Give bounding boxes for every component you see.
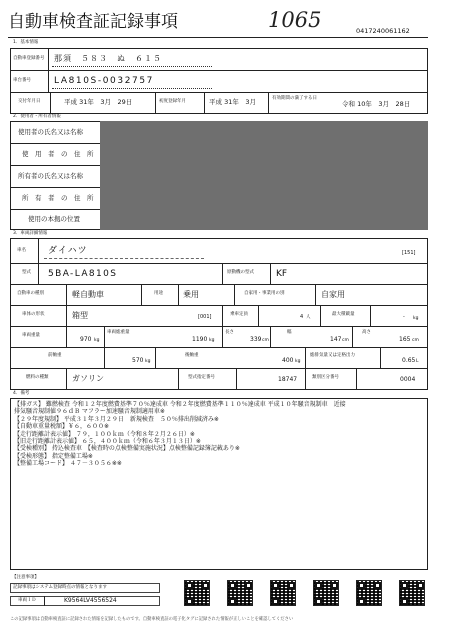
first-reg-col-rule	[155, 92, 156, 114]
qr-code	[227, 580, 253, 606]
s3-rule-3	[10, 305, 428, 306]
width-unit: cm	[342, 338, 349, 343]
remarks-line: 【自動車重量税額】￥６，６００※	[14, 423, 110, 431]
type-cert-value-rule	[236, 368, 237, 390]
height-col-rule	[352, 326, 353, 347]
section2-rule-3	[10, 187, 100, 188]
qr-finder	[202, 582, 209, 589]
private-value-rule	[315, 284, 316, 305]
user-address-label: 使 用 者 の 住 所	[22, 150, 94, 158]
gross-weight-value: 1190	[192, 336, 208, 343]
car-id-divider	[44, 596, 45, 606]
engine-label: 原動機の型式	[227, 270, 254, 275]
document-number: 0417240061162	[356, 27, 410, 35]
qr-finder	[331, 582, 338, 589]
s3-rule-1	[10, 263, 428, 264]
gross-col-rule	[104, 326, 105, 347]
max-load-value-rule	[370, 305, 371, 326]
issue-date-value: 平成 31年 3月 29日	[64, 98, 133, 106]
section2-rule-4	[10, 209, 100, 210]
registration-value: 那須 ５８３ ぬ ６１５	[54, 54, 162, 63]
gross-weight-label: 車両総重量	[107, 330, 130, 335]
user-name-label: 使用者の氏名又は名称	[18, 128, 83, 136]
max-load-col-rule	[320, 305, 321, 326]
length-col-rule	[222, 326, 223, 347]
use-label: 用途	[154, 291, 163, 296]
qr-finder	[229, 598, 236, 605]
maker-underline	[44, 258, 204, 259]
width-label: 幅	[287, 330, 292, 335]
category-col-rule	[305, 368, 306, 390]
vin-label: 車台番号	[13, 78, 31, 83]
fuel-col-rule	[66, 368, 67, 390]
s3-rule-2	[10, 284, 428, 285]
maker-col-rule	[38, 238, 39, 263]
category-value-rule	[356, 368, 357, 390]
section1-heading: 1．基本情報	[13, 40, 39, 45]
kind-value: 軽自動車	[72, 290, 104, 299]
displacement-label: 総排気量又は定格出力	[310, 353, 355, 358]
title-rule	[8, 37, 428, 38]
body-shape-code: [001]	[198, 314, 212, 320]
capacity-value: 4	[300, 314, 304, 320]
section1-row-rule-2	[10, 92, 428, 93]
registration-dots	[52, 66, 212, 67]
use-value: 乗用	[183, 290, 199, 299]
model-col-rule	[38, 263, 39, 284]
body-shape-label: 車体の形状	[22, 312, 45, 317]
displacement-value-rule	[380, 347, 381, 368]
handwritten-number: 1065	[268, 8, 322, 32]
base-location-label: 使用の本拠の位置	[28, 215, 80, 223]
weight-col-rule	[66, 326, 67, 347]
qr-code	[313, 580, 339, 606]
engine-value: KF	[276, 269, 288, 279]
displacement-value: 0.65	[402, 357, 416, 364]
fuel-value: ガソリン	[72, 374, 104, 383]
front-axle-col-rule	[104, 347, 105, 368]
height-value: 165	[399, 336, 411, 343]
capacity-unit: 人	[306, 315, 311, 320]
rear-axle-col-rule	[155, 347, 156, 368]
qr-finder	[374, 582, 381, 589]
section4-heading: 4．備考	[13, 391, 30, 396]
first-registration-label: 初度登録年月	[159, 99, 186, 104]
length-value: 339	[250, 336, 262, 343]
max-load-value: -	[403, 314, 405, 320]
width-value: 147	[330, 336, 342, 343]
remarks-line: 【整備工場コード】 ４７－３０５６※※	[14, 460, 122, 468]
length-unit: cm	[262, 338, 269, 343]
use-col-rule	[141, 284, 142, 305]
document-title: 自動車検査証記録事項	[8, 12, 178, 32]
height-unit: cm	[412, 338, 419, 343]
capacity-col-rule	[222, 305, 223, 326]
remarks-line: 【排ガス】 難燃検査 令和１２年度燃費基準７０％達成車 令和２年度燃費基準１１０％達成車 平成１０年騒音規制車 近接	[14, 401, 346, 408]
remarks-line: 【２９年度規制】 平成３１年３月２９日 新規検査 ５０％排出削減済み※	[14, 415, 219, 423]
front-axle-label: 前軸重	[48, 353, 62, 358]
qr-finder	[186, 598, 193, 605]
vin-dots	[52, 88, 212, 89]
vehicle-weight-label: 車両重量	[22, 333, 40, 338]
front-axle-value: 570	[132, 357, 144, 364]
qr-code	[184, 580, 210, 606]
remarks-line: 【受検種別】 持込検査車 【検査時の点検整備実施状況】点検整備記録簿記載あり※	[14, 445, 240, 453]
footer-disclaimer: この記録事項は自動車検査証に記録された情報を記録したものです。自動車検査証の電子化タグに記録された情報が正しいことを確認してください	[10, 617, 294, 622]
section1-row-rule-1	[10, 70, 428, 71]
kind-col-rule	[66, 284, 67, 305]
height-label: 高さ	[362, 330, 371, 335]
qr-finder	[229, 582, 236, 589]
maker-value: ダイハツ	[48, 246, 88, 256]
type-cert-label: 型式指定番号	[188, 375, 215, 380]
issue-date-label: 交付年月日	[18, 99, 41, 104]
private-value: 自家用	[321, 290, 345, 299]
maker-label: 車名	[17, 248, 26, 253]
max-load-label: 最大積載量	[332, 312, 355, 317]
car-id-value: K9564LV4556524	[64, 597, 117, 604]
model-label: 型式	[22, 270, 31, 275]
qr-finder	[315, 582, 322, 589]
registration-label: 自動車登録番号	[13, 56, 45, 61]
qr-code	[399, 580, 425, 606]
expiry-value: 令和 10年 3月 28日	[342, 100, 411, 108]
type-cert-col-rule	[178, 368, 179, 390]
notice-text: 記録事項はシステム登録時点の情報となります	[13, 585, 108, 590]
first-reg-value-rule	[204, 92, 205, 114]
owner-name-label: 所有者の氏名又は名称	[18, 172, 83, 180]
qr-finder	[288, 582, 295, 589]
engine-col-rule	[222, 263, 223, 284]
section2-heading: 2．使用者・所有者情報	[13, 114, 61, 119]
capacity-label: 乗車定員	[230, 312, 248, 317]
length-label: 長さ	[225, 330, 234, 335]
vin-value: LA810S-0032757	[54, 76, 154, 86]
qr-finder	[186, 582, 193, 589]
s3-rule-6	[10, 368, 428, 369]
qr-finder	[245, 582, 252, 589]
section2-rule-1	[10, 143, 100, 144]
qr-finder	[401, 598, 408, 605]
rear-axle-value: 400	[282, 357, 294, 364]
qr-finder	[272, 598, 279, 605]
expiry-col-rule	[268, 92, 269, 114]
kind-label: 自動車の種別	[17, 291, 44, 296]
vehicle-weight-value: 970	[80, 336, 92, 343]
use-value-rule	[178, 284, 179, 305]
max-load-unit: kg	[413, 316, 419, 321]
body-col-rule	[66, 305, 67, 326]
qr-code	[270, 580, 296, 606]
owner-address-label: 所 有 者 の 住 所	[22, 194, 94, 202]
qr-finder	[358, 582, 365, 589]
remarks-text	[14, 401, 346, 468]
s3-rule-4	[10, 326, 428, 327]
category-label: 類別区分番号	[312, 375, 339, 380]
vehicle-weight-unit: kg	[94, 338, 100, 343]
displacement-unit: L	[416, 359, 419, 364]
qr-finder	[315, 598, 322, 605]
engine-value-rule	[270, 263, 271, 284]
type-cert-value: 18747	[278, 376, 298, 383]
front-axle-unit: kg	[145, 359, 151, 364]
car-id-label: 車両ＩＤ	[18, 598, 36, 603]
s3-rule-5	[10, 347, 428, 348]
width-col-rule	[270, 326, 271, 347]
section2-rule-2	[10, 165, 100, 166]
rear-axle-label: 後軸重	[185, 353, 199, 358]
remarks-line: 排気騒音規制値９６ｄＢ マフラー加速騒音規制適用車※	[14, 408, 165, 416]
category-value: 0004	[400, 376, 416, 383]
body-shape-value: 箱型	[72, 311, 88, 320]
qr-finder	[417, 582, 424, 589]
capacity-value-rule	[258, 305, 259, 326]
remarks-line: 【走行距離計表示値】 ７９，１００ｋｍ（令和８年２月２６日）※	[14, 430, 195, 438]
qr-finder	[401, 582, 408, 589]
private-col-rule	[234, 284, 235, 305]
first-registration-value: 平成 31年 3月	[209, 98, 256, 106]
expiry-label: 有効期間の満了する日	[272, 96, 317, 101]
section3-heading: 3．車両詳細情報	[13, 231, 48, 236]
qr-code	[356, 580, 382, 606]
remarks-line: 【受検形態】 指定整備工場※	[14, 452, 93, 460]
issue-col-rule	[50, 92, 51, 114]
displacement-col-rule	[305, 347, 306, 368]
private-label: 自家用・事業用の別	[244, 291, 285, 296]
section1-col-rule	[48, 48, 49, 92]
maker-code: [151]	[402, 250, 416, 256]
redacted-owner-info	[100, 121, 428, 230]
gross-weight-unit: kg	[209, 338, 215, 343]
qr-finder	[272, 582, 279, 589]
qr-finder	[358, 598, 365, 605]
notice-heading: 【注意事項】	[12, 575, 39, 580]
model-value: 5BA-LA810S	[48, 269, 118, 279]
fuel-label: 燃料の種類	[26, 375, 49, 380]
remarks-line: 【旧走行距離計表示値】 ６５，４００ｋｍ（令和６年３月１３日）※	[14, 438, 201, 446]
rear-axle-unit: kg	[295, 359, 301, 364]
